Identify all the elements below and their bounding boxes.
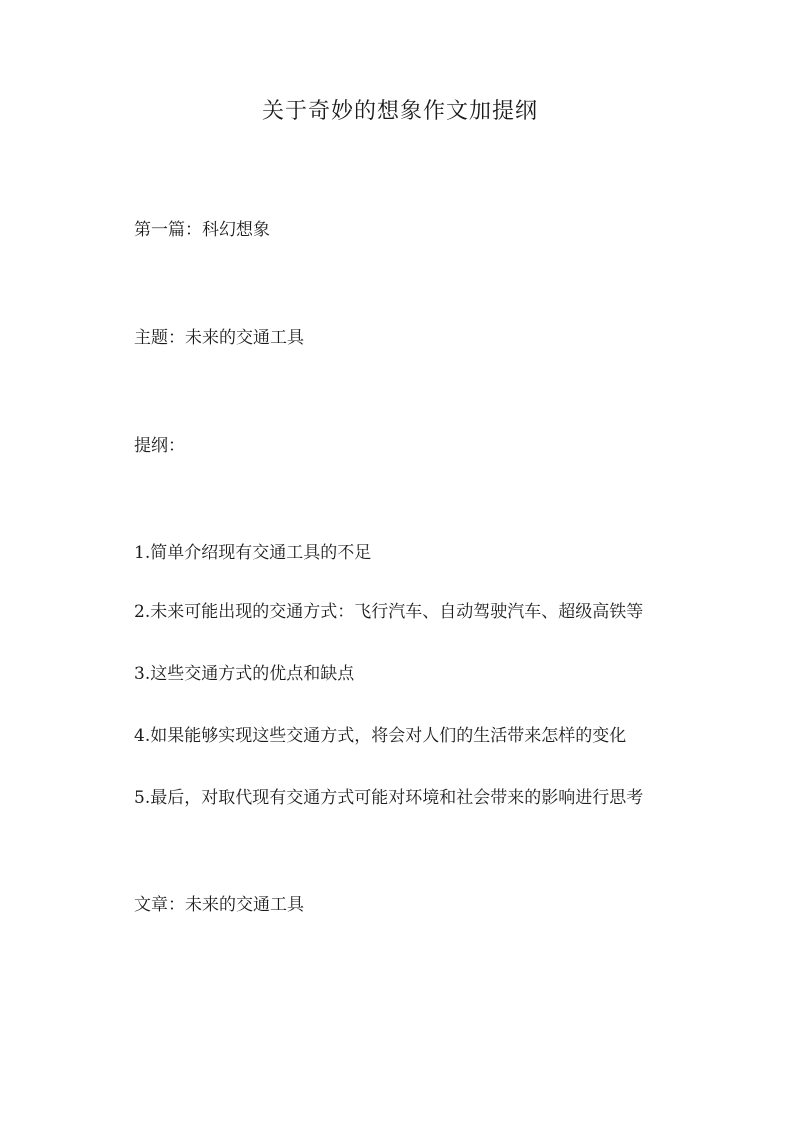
outline-item: 4.如果能够实现这些交通方式，将会对人们的生活带来怎样的变化: [134, 726, 627, 746]
document-title: 关于奇妙的想象作文加提纲: [261, 99, 538, 124]
outline-item: 3.这些交通方式的优点和缺点: [134, 664, 355, 684]
article-heading: 文章：未来的交通工具: [134, 895, 304, 915]
section-heading: 第一篇：科幻想象: [134, 220, 270, 240]
outline-label: 提纲：: [134, 436, 185, 456]
theme-line: 主题：未来的交通工具: [134, 328, 304, 348]
outline-item: 1.简单介绍现有交通工具的不足: [134, 543, 372, 563]
outline-item: 5.最后，对取代现有交通方式可能对环境和社会带来的影响进行思考: [134, 788, 644, 808]
outline-item: 2.未来可能出现的交通方式：飞行汽车、自动驾驶汽车、超级高铁等: [134, 602, 644, 622]
